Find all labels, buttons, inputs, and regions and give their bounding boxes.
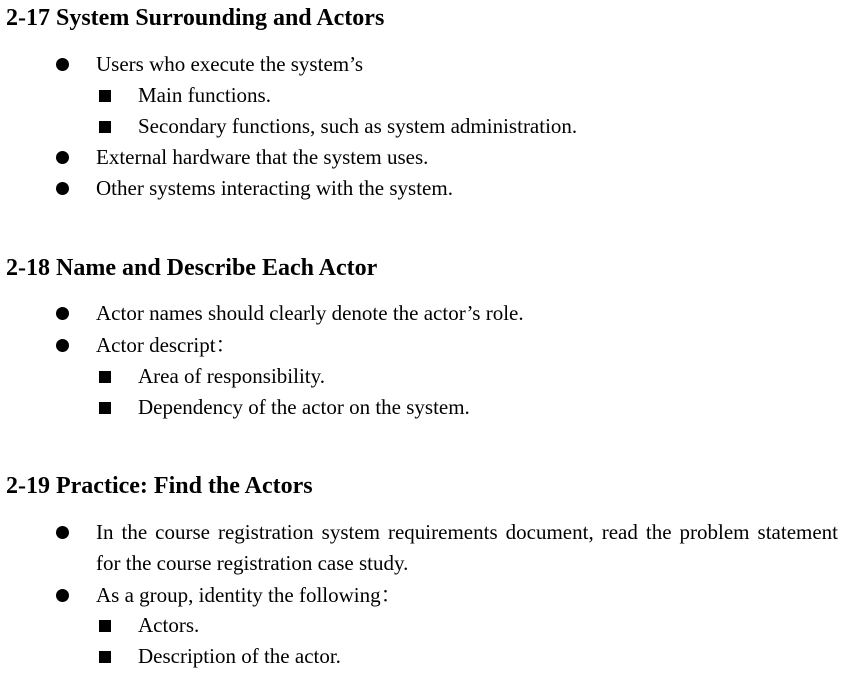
- bullet-text: Actor descript：: [96, 333, 237, 357]
- bullet-item: [96, 330, 237, 361]
- bullet-square-icon: [99, 121, 111, 133]
- bullet-item: [96, 517, 838, 579]
- bullet-text: As a group, identity the following：: [96, 583, 402, 607]
- sub-bullet-text: Description of the actor.: [138, 644, 341, 668]
- bullet-item: [96, 173, 453, 204]
- sub-bullet-item: [138, 111, 577, 142]
- bullet-square-icon: [99, 371, 111, 383]
- sub-bullet-item: [138, 641, 341, 672]
- bullet-item: [96, 580, 402, 611]
- bullet-dot-icon: [56, 339, 69, 352]
- bullet-dot-icon: [56, 589, 69, 602]
- bullet-text: Other systems interacting with the system.: [96, 176, 453, 200]
- section-heading-2-18: 2-18 Name and Describe Each Actor: [6, 255, 378, 281]
- bullet-dot-icon: [56, 182, 69, 195]
- sub-bullet-text: Main functions.: [138, 83, 271, 107]
- sub-bullet-text: Dependency of the actor on the system.: [138, 395, 470, 419]
- bullet-item: [96, 298, 524, 329]
- bullet-square-icon: [99, 651, 111, 663]
- sub-bullet-text: Secondary functions, such as system administration.: [138, 114, 578, 138]
- sub-bullet-item: [138, 610, 199, 641]
- bullet-item: [96, 142, 428, 173]
- section-heading-2-19: 2-19 Practice: Find the Actors: [6, 473, 313, 499]
- bullet-text: In the course registration system requirements document, read the problem statement for the course registration case study.: [96, 520, 838, 575]
- sub-bullet-item: [138, 361, 325, 392]
- sub-bullet-item: [138, 392, 470, 423]
- bullet-square-icon: [99, 90, 111, 102]
- bullet-item: [96, 49, 363, 80]
- bullet-text: Users who execute the system’s: [96, 52, 364, 76]
- bullet-dot-icon: [56, 307, 69, 320]
- bullet-square-icon: [99, 620, 111, 632]
- bullet-text: Actor names should clearly denote the actor’s role.: [96, 301, 524, 325]
- bullet-text: External hardware that the system uses.: [96, 145, 429, 169]
- section-heading-2-17: 2-17 System Surrounding and Actors: [6, 5, 385, 31]
- bullet-square-icon: [99, 402, 111, 414]
- sub-bullet-text: Actors.: [138, 613, 200, 637]
- bullet-dot-icon: [56, 58, 69, 71]
- sub-bullet-item: [138, 80, 271, 111]
- bullet-dot-icon: [56, 526, 69, 539]
- sub-bullet-text: Area of responsibility.: [138, 364, 326, 388]
- bullet-dot-icon: [56, 151, 69, 164]
